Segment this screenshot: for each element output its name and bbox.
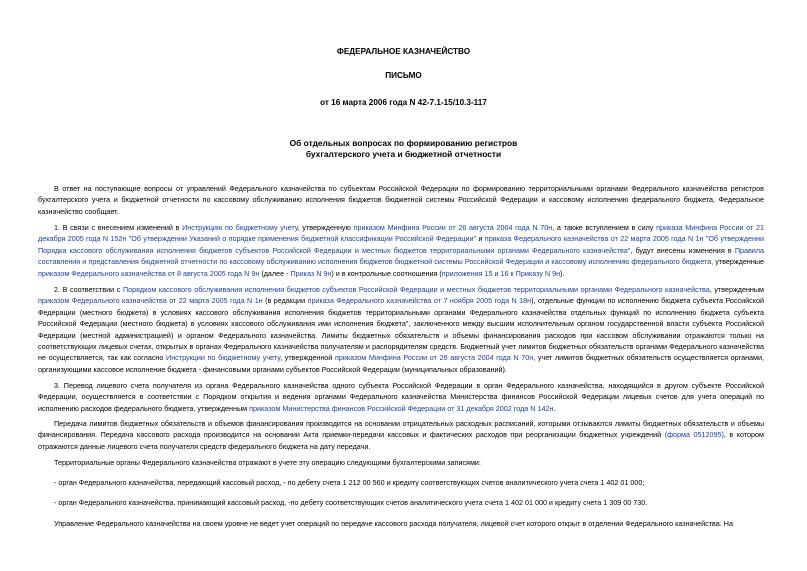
paragraph-4-text: , в котором отражаются данные лицевого счета получателя средств федерального бюджета на дату передачи. bbox=[38, 430, 764, 451]
paragraph-4 bbox=[38, 418, 764, 452]
link-treasury-order-18n[interactable]: приказа Федерального казначейства от 7 ноября 2005 года N 18н bbox=[307, 296, 532, 306]
paragraph-2-text: ), отдельные функции по исполнению бюджета субъекта Российской Федерации (местного бюджета) в условиях кассового обслуживания исполнения бюджетов территориальными органами Федерального казначейства отдельных функций по исполнению бюджета субъекта Российской Федерации (местного бюджета) в условиях кассового обслуживания ими исполнения бюджета", заключенного между высшим исполнительным органом государственной власти субъекта Российской Федерации (местной администрацией) и органом Федерального казначейства. Лимиты бюджетных обязательств и объемы финансирования расходов при кассовом обслуживании отражаются только на соответствующих лицевых счетах, открытых в органах Федерального казначейства получателям и распорядителям средств. Бюджетный учет лимитов бюджетных обязательств органами Федерального казначейства не осуществляется, так как согласно bbox=[38, 296, 764, 363]
paragraph-2-text: , утвержденным bbox=[709, 285, 764, 294]
document-type-heading: ПИСЬМО bbox=[385, 71, 422, 80]
link-minfin-order-152n[interactable]: приказа Минфина России от 21 декабря 2005 года N 152н "Об утверждении Указаний о порядке применения бюджетной классификации Российской Федерации" bbox=[38, 223, 765, 244]
paragraph-2-text: , учет лимитов бюджетных обязательств осуществляется органами, организующими кассовое исполнение бюджета - финансовыми органами субъектов Российской Федерации (муниципальных образований). bbox=[38, 353, 764, 374]
link-reporting-rules[interactable]: Правила составления и представления бюджетной отчетности по кассовому обслуживанию исполнения бюджетов бюджетной системы Российской Федерации и кассовому исполнению федерального бюджета bbox=[38, 245, 764, 267]
paragraph-8: Управление Федерального казначейства на своем уровне не ведет учет операций по передаче кассового расхода получателя, лицевой счет которого открыт в отделении Федерального казначейства. На bbox=[54, 519, 733, 528]
link-minfin-order-70n[interactable]: приказом Минфина России от 26 августа 2004 года N 70н bbox=[353, 223, 553, 232]
paragraph-1-text: , утвержденные bbox=[711, 257, 765, 267]
document-date-number: от 16 марта 2006 года N 42-7.1-15/10.3-117 bbox=[320, 98, 487, 107]
paragraph-2-text: (в редакции bbox=[262, 296, 308, 306]
paragraph-5: Территориальные органы Федерального казначейства отражают в учете эту операцию следующими бухгалтерскими записями: bbox=[54, 458, 481, 467]
paragraph-7: - орган Федерального казначейства, принимающий кассовый расход, -по дебету соответствующих счетов аналитического учета счета 1 402 01 000 и кредиту счета 1 309 00 730. bbox=[54, 498, 648, 507]
issuer-heading: ФЕДЕРАЛЬНОЕ КАЗНАЧЕЙСТВО bbox=[336, 47, 471, 56]
paragraph-1-text: и bbox=[476, 234, 485, 244]
link-order-9n-short[interactable]: Приказ N 9н bbox=[290, 268, 332, 278]
link-form-0512095[interactable]: (форма 0512095) bbox=[664, 430, 724, 440]
paragraph-1-text: , а также вступлением в силу bbox=[552, 223, 657, 232]
paragraph-1 bbox=[38, 222, 764, 279]
paragraph-6: - орган Федерального казначейства, передающий кассовый расход, - по дебету счета 1 212 00 560 и кредиту соответствующих счетов аналитического учета счета 1 402 01 000; bbox=[54, 478, 645, 487]
paragraph-3 bbox=[38, 380, 764, 414]
paragraph-2-text: , утвержденной bbox=[280, 353, 335, 363]
paragraph-1-text: ) и в контрольные соотношения ( bbox=[331, 268, 442, 278]
paragraph-1-text: , будут внесены изменения в bbox=[630, 245, 735, 255]
paragraph-3-text: 3. Перевод лицевого счета получателя из органа Федерального казначейства одного субъекта Российской Федерации в орган Федерального казначейства, находящийся в другом субъекте Российской Федерации, осуществляется в соответствии с Порядком открытия и ведения органами Федерального казначейства Министерства финансов Российской Федерации лицевых счетов для учета операций по исполнению расходов федерального бюджета, утвержденным bbox=[38, 381, 764, 413]
link-cash-service-procedure[interactable]: Порядком кассового обслуживания исполнения бюджетов субъектов Российской Федерации и местных бюджетов территориальными органами Федерального казначейства bbox=[122, 285, 710, 294]
link-treasury-order-1n-2005[interactable]: приказом Федерального казначейства от 22 марта 2005 года N 1н bbox=[38, 296, 263, 306]
link-appendices-15-16[interactable]: приложения 15 и 16 к Приказу N 9н bbox=[441, 268, 561, 278]
link-minfin-order-70n-2[interactable]: приказом Минфина России от 26 августа 2004 года N 70н bbox=[334, 353, 534, 363]
link-treasury-order-9n[interactable]: приказом Федерального казначейства от 8 августа 2005 года N 9н bbox=[38, 268, 260, 278]
link-minfin-order-142n[interactable]: приказом Министерства финансов Российской Федерации от 31 декабря 2002 года N 142н bbox=[249, 403, 554, 413]
paragraph-1-text: ). bbox=[560, 268, 565, 278]
document-title-line-1: Об отдельных вопросах по формированию регистров bbox=[289, 138, 518, 148]
paragraph-1-text: 1. В связи с внесением изменений в bbox=[54, 223, 183, 232]
document-title-line-2: бухгалтерского учета и бюджетной отчетности bbox=[305, 149, 502, 159]
paragraph-2-text: 2. В соответствии с bbox=[54, 285, 123, 294]
link-budget-accounting-instruction-2[interactable]: Инструкции по бюджетному учету bbox=[166, 353, 281, 363]
paragraph-3-text: . bbox=[553, 403, 556, 413]
document-title bbox=[0, 138, 807, 160]
paragraph-1-text: , утвержденную bbox=[297, 223, 354, 232]
paragraph-4-text: Передача лимитов бюджетных обязательств и объемов финансирования производится на основании отрицательных расходных расписаний, которыми отзываются лимиты бюджетных обязательств и объемы финансирования. Передача кассового расхода производится на основании Акта приемки-передачи кассовых и фактических расходов при реорганизации бюджетных учреждений bbox=[38, 419, 764, 440]
link-treasury-order-1n[interactable]: приказа Федерального казначейства от 22 марта 2005 года N 1н "Об утверждении Порядка кассового обслуживания исполнения бюджетов субъектов Российской Федерации и местных бюджетов территориальными органами Федерального казначейства" bbox=[38, 234, 764, 255]
paragraph-intro: В ответ на поступающие вопросы от управлений Федерального казначейства по субъектам Российской Федерации по формированию территориальными органами Федерального казначейства регистров бухгалтерского учета и бюджетной отчетности по кассовому обслуживанию исполнения бюджетов бюджетной системы Российской Федерации и кассовому исполнению федерального бюджета, Федеральное казначейство сообщает. bbox=[38, 184, 764, 216]
paragraph-2 bbox=[38, 284, 764, 375]
link-budget-accounting-instruction[interactable]: Инструкцию по бюджетному учету bbox=[182, 223, 298, 232]
paragraph-1-text: (далее - bbox=[259, 268, 291, 278]
